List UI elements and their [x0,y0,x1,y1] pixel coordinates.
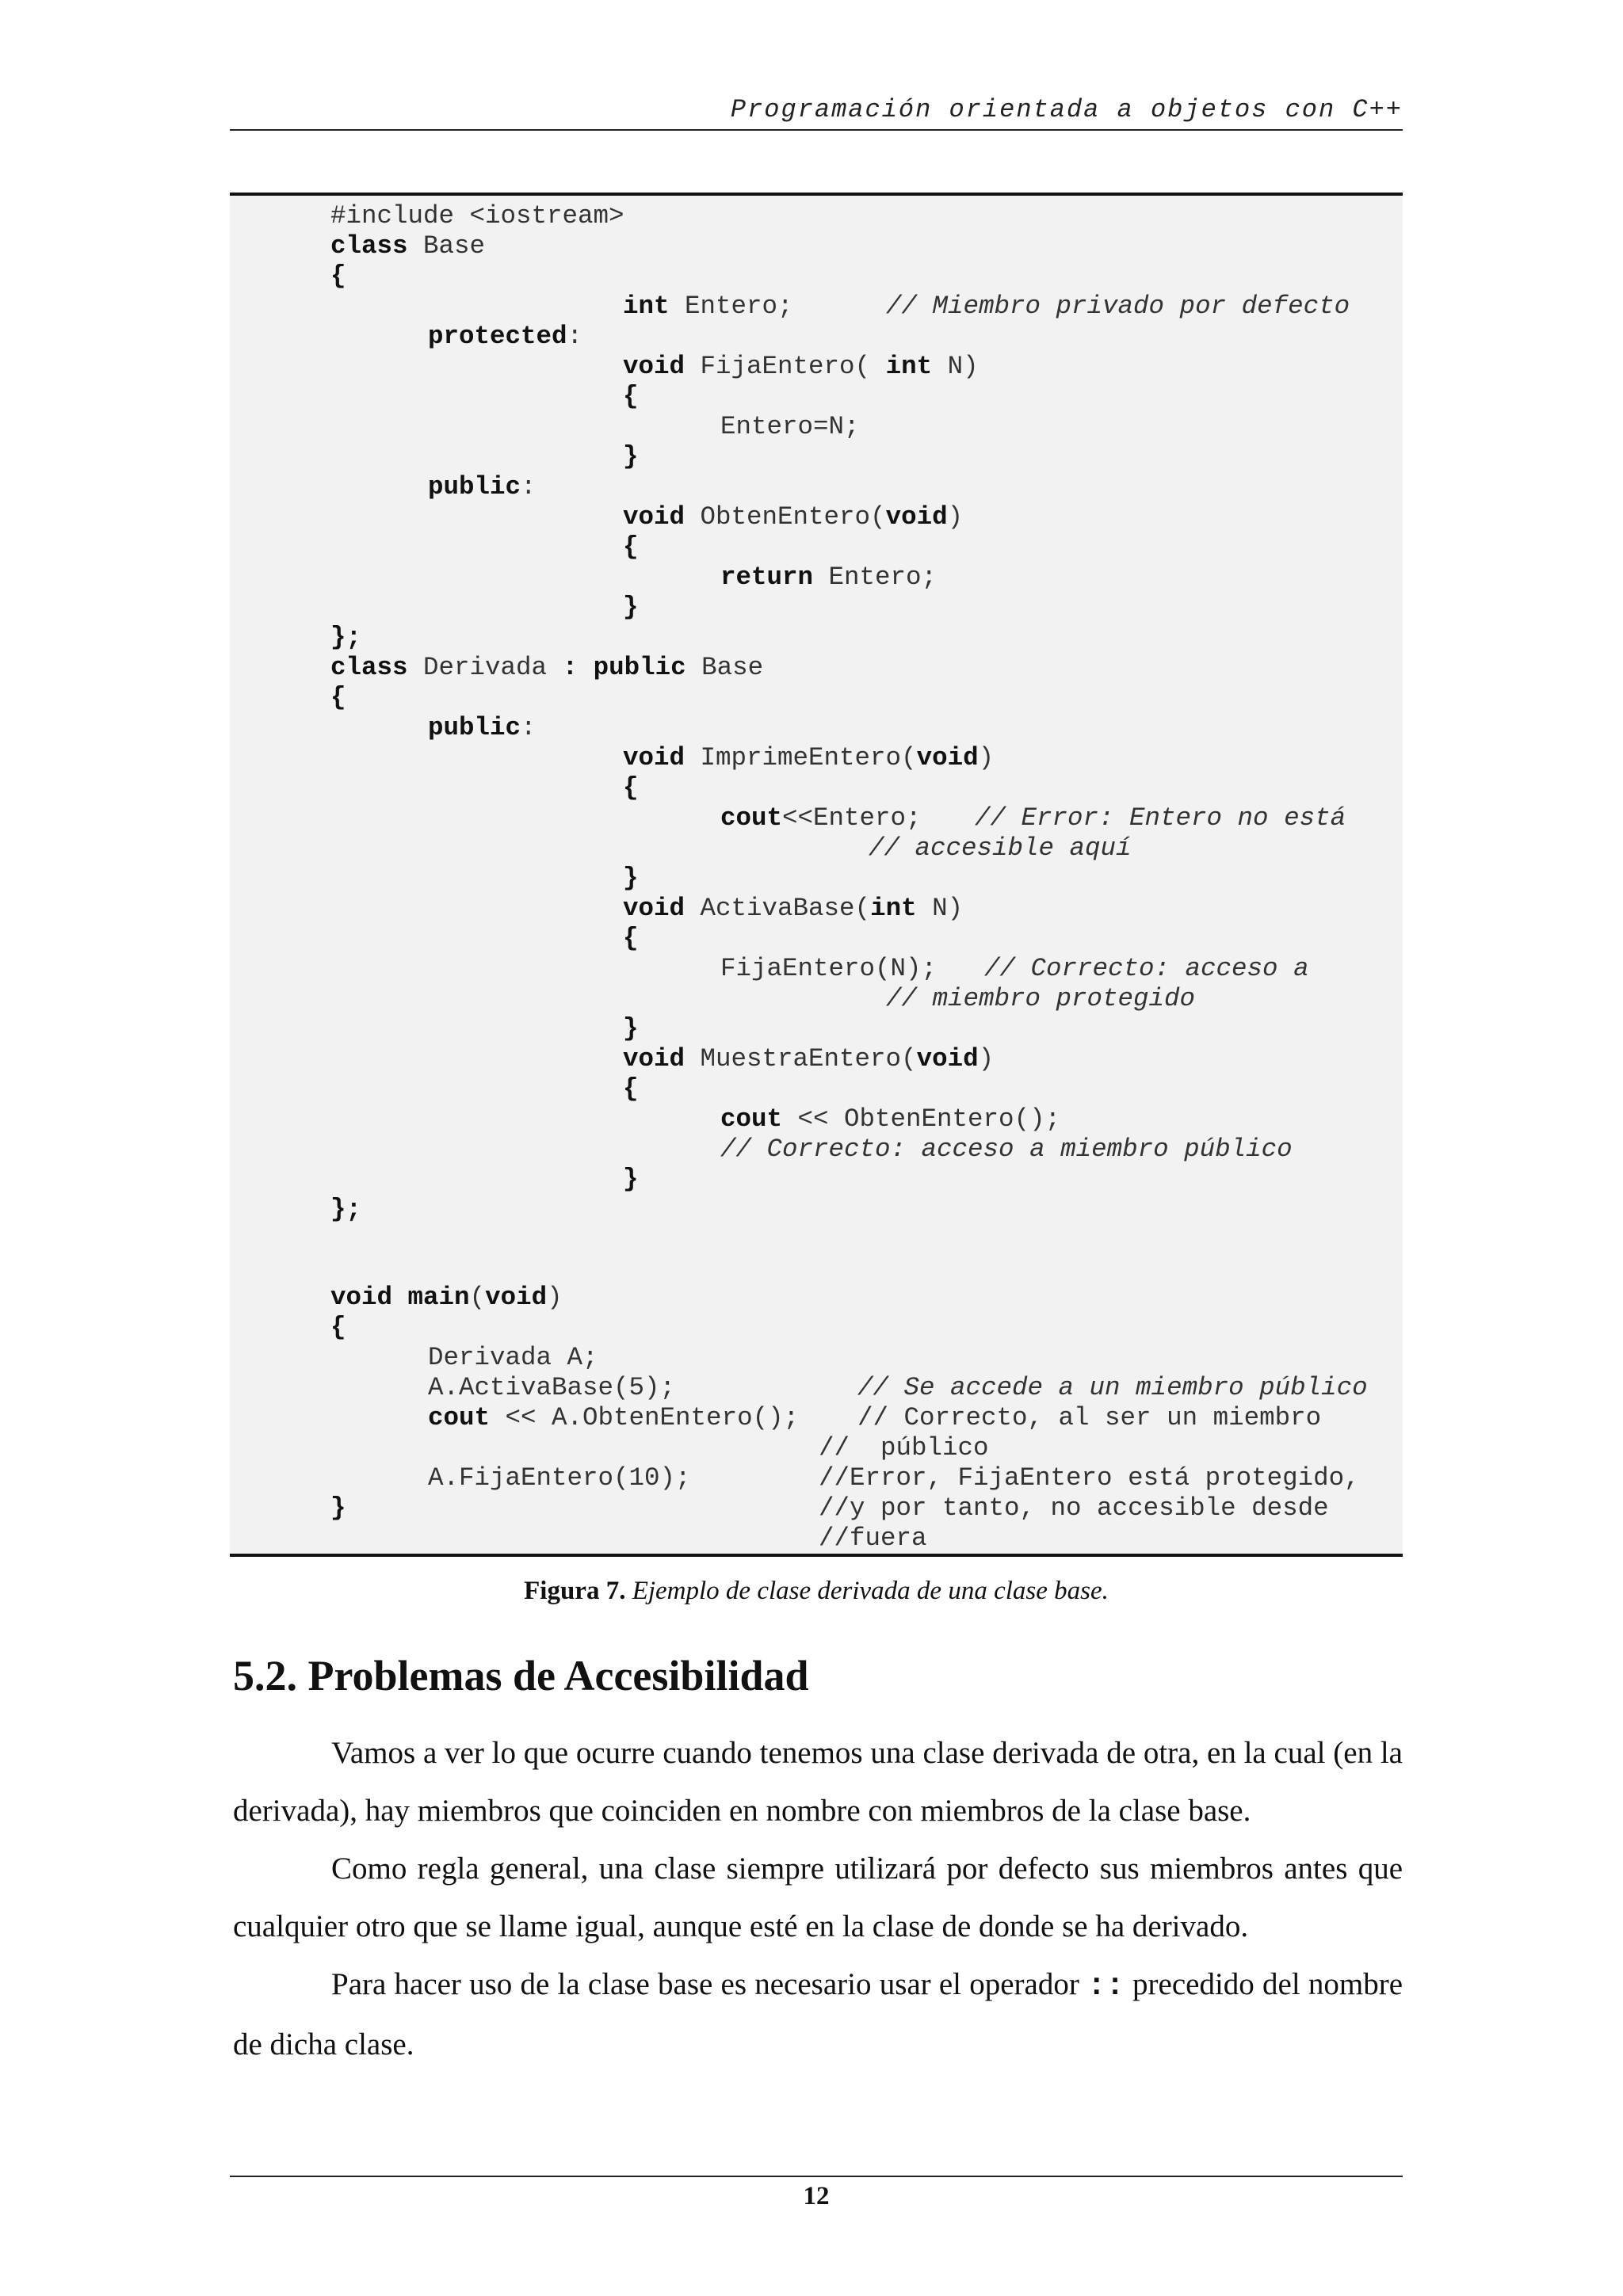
running-header: Programación orientada a objetos con C++ [730,95,1403,124]
code-line-9: } [623,442,639,471]
code-line-12: { [623,532,639,562]
code-line-3: { [330,261,346,291]
code-line-5: protected: [428,322,583,351]
code-line-16: class Derivada : public Base [330,653,764,682]
code-line-10: public: [428,472,537,502]
code-line-31: cout << ObtenEntero(); [720,1104,1061,1134]
page-number: 12 [803,2182,830,2210]
code-line-40: // público [819,1433,989,1463]
code-line-39: cout << A.ObtenEntero(); [428,1403,800,1432]
code-line-28: } [623,1014,639,1043]
code-comment-32: // Correcto: acceso a miembro público [720,1135,1293,1164]
code-line-37: Derivada A; [428,1343,598,1372]
code-line-19: void ImprimeEntero(void) [623,743,995,772]
header-rule [230,129,1403,131]
paragraph-1: Vamos a ver lo que ocurre cuando tenemos una clase derivada de otra, en la cual (en la derivada), hay miembros que coinciden en nombre con miembros de la clase base. [233,1736,1403,1828]
code-line-7: { [623,382,639,411]
code-listing [230,193,1403,1557]
code-line-4: int Entero; [623,292,793,321]
code-line-25: { [623,924,639,953]
code-line-1: #include <iostream> [330,201,624,231]
code-comment-38: // Se accede a un miembro público [857,1373,1368,1402]
code-line-26: FijaEntero(N); [720,954,938,983]
code-line-14: } [623,593,639,622]
code-line-36: { [330,1313,346,1342]
code-line-33: } [623,1165,639,1194]
code-line-34: }; [330,1195,362,1224]
code-line-30: { [623,1074,639,1104]
paragraph-3: Para hacer uso de la clase base es necesario usar el operador :: precedido del nombre de dicha clase. [233,1967,1403,2061]
code-line-35: void main(void) [330,1283,563,1312]
code-comment-41: //Error, FijaEntero está protegido, [819,1463,1360,1493]
code-comment-21: // Error: Entero no está [975,803,1346,833]
section-heading: 5.2. Problemas de Accesibilidad [233,1652,809,1699]
code-line-15: }; [330,623,362,652]
code-comment-42: //y por tanto, no accesible desde [819,1493,1329,1523]
footer-rule [230,2176,1403,2177]
code-line-21: cout<<Entero; [720,803,922,833]
code-line-13: return Entero; [720,563,938,592]
code-line-43: //fuera [819,1524,927,1553]
code-line-41: A.FijaEntero(10); [428,1463,691,1493]
scope-operator: :: [1087,1969,1125,2004]
code-line-38: A.ActivaBase(5); [428,1373,676,1402]
code-line-42: } [330,1493,346,1523]
code-line-11: void ObtenEntero(void) [623,502,964,532]
code-line-20: { [623,773,639,803]
figure-label: Figura 7. [524,1577,626,1605]
code-comment-27: // miembro protegido [886,984,1196,1013]
code-line-18: public: [428,713,537,742]
code-line-24: void ActivaBase(int N) [623,894,964,923]
code-line-23: } [623,864,639,893]
figure-caption [230,1577,1403,1606]
figure-caption-text: Ejemplo de clase derivada de una clase base. [632,1577,1109,1605]
code-line-29: void MuestraEntero(void) [623,1044,995,1074]
code-comment-26: // Correcto: acceso a [984,954,1309,983]
code-line-6: void FijaEntero( int N) [623,352,979,381]
code-line-8: Entero=N; [720,412,860,441]
code-line-2: class Base [330,231,486,261]
paragraph-2: Como regla general, una clase siempre utilizará por defecto sus miembros antes que cualquier otro que se llame igual, aunque esté en la clase de donde se ha derivado. [233,1852,1403,1943]
code-comment-39: // Correcto, al ser un miembro [857,1403,1322,1432]
code-comment-22: // accesible aquí [869,833,1132,863]
code-line-17: { [330,683,346,712]
section-body [233,1724,1403,2073]
code-comment-4: // Miembro privado por defecto [886,292,1350,321]
